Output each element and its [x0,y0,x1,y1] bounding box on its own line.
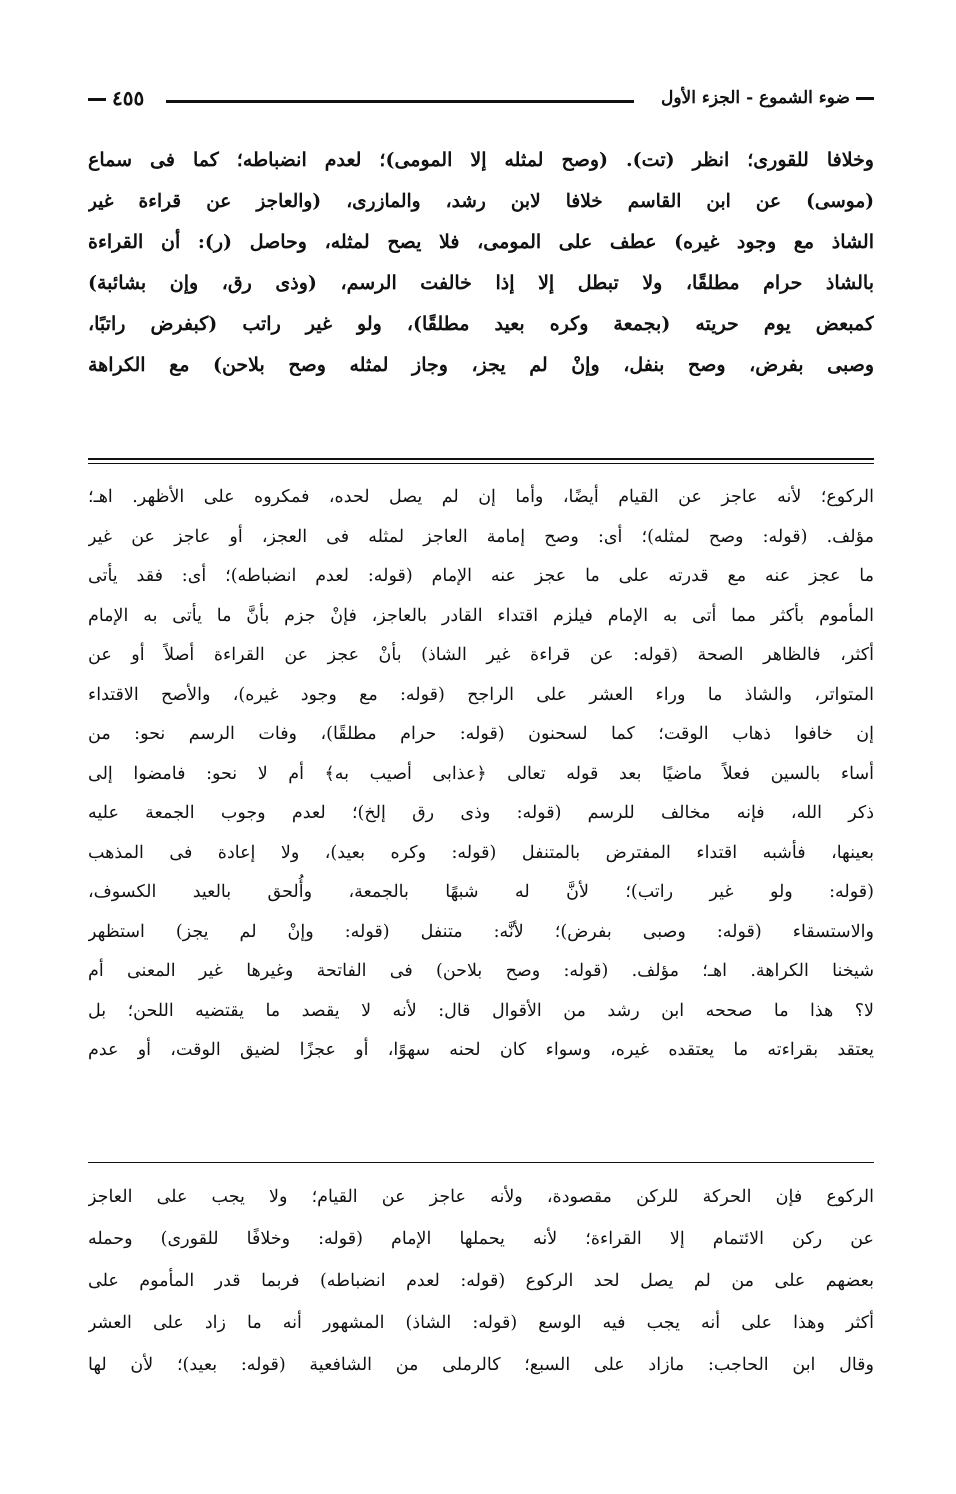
main-line: (موسى) عن ابن القاسم خلافا لابن رشد، والمازرى، (والعاجز عن قراءة غير [88,191,874,212]
commentary-line: يعتقد بقراءته ما يعتقده غيره، وسواء كان لحنه سهوًا، أو عجزًا لضيق الوقت، أو عدم [88,1040,874,1060]
running-header [88,86,874,116]
commentary-separator [88,1162,874,1163]
commentary-line: المأموم بأكثر مما أتى به الإمام فيلزم اقتداء القادر بالعاجز، فإنْ جزم بأنَّ ما يأتى به الإمام [88,605,874,626]
main-line: بالشاذ حرام مطلقًا، ولا تبطل إلا إذا خالفت الرسم، (وذى رق، وإن بشائبة) [88,272,874,294]
commentary-line: إن خافوا ذهاب الوقت؛ كما لسحنون (قوله: حرام مطلقًا)، وفات الرسم نحو: من [88,724,874,744]
header-rule [166,100,634,103]
commentary-line: مؤلف. (قوله: وصح لمثله)؛ أى: وصح إمامة العاجز لمثله فى العجز، أو عاجز عن غير [88,526,874,547]
separator-thick-line [88,458,874,460]
commentary-line: الركوع فإن الحركة للركن مقصودة، ولأنه عاجز عن القيام؛ ولا يجب على العاجز [88,1187,874,1207]
page-number-dash [88,98,106,101]
main-text-separator [88,458,874,466]
separator-thin-line [88,463,874,464]
commentary-first [88,478,874,1071]
commentary-line: والاستسقاء (قوله: وصبى بفرض)؛ لأنَّه: متنفل (قوله: وإنْ لم يجز) استظهر [88,921,874,942]
header-dash [856,97,874,100]
commentary-second [88,1176,874,1386]
commentary-line: المتواتر، والشاذ ما وراء العشر على الراجح (قوله: مع وجود غيره)، والأصح الاقتداء [88,684,874,705]
commentary-line: عن ركن الائتمام إلا القراءة؛ لأنه يحملها الإمام (قوله: وخلافًا للقورى) وحمله [88,1229,874,1249]
main-line: وصبى بفرض، وصح بنفل، وإنْ لم يجز، وجاز لمثله وصح بلاحن) مع الكراهة [88,354,874,376]
commentary-line: أكثر وهذا على أنه يجب فيه الوسع (قوله: الشاذ) المشهور أنه ما زاد على العشر [88,1313,874,1333]
main-line: وخلافا للقورى؛ انظر (تت). (وصح لمثله إلا المومى)؛ لعدم انضباطه؛ كما فى سماع [88,149,874,171]
commentary-line: لا؟ هذا ما صححه ابن رشد من الأقوال قال: لأنه لا يقصد ما يقتضيه اللحن؛ بل [88,1000,874,1021]
book-title: ضوء الشموع - الجزء الأول [661,88,850,108]
commentary-line: شيخنا الكراهة. اهـ؛ مؤلف. (قوله: وصح بلاحن) فى الفاتحة وغيرها غير المعنى أم [88,961,874,981]
main-line: كمبعض يوم حريته (بجمعة وكره بعيد مطلقًا)، ولو غير راتب (كبفرض راتبًا، [88,313,874,335]
commentary-line: (قوله: ولو غير راتب)؛ لأنَّ له شبهًا بالجمعة، وأُلحق بالعيد الكسوف، [88,882,874,902]
commentary-line: وقال ابن الحاجب: مازاد على السبع؛ كالرملى من الشافعية (قوله: بعيد)؛ لأن لها [88,1355,874,1375]
commentary-line: أساء بالسين فعلاً ماضيًا بعد قوله تعالى ﴿عذابى أصيب به﴾ أم لا نحو: فامضوا إلى [88,763,874,784]
commentary-line: بعضهم على من لم يصل لحد الركوع (قوله: لعدم انضباطه) فربما قدر المأموم على [88,1271,874,1291]
running-title [653,88,874,108]
page-number-wrap [88,86,144,110]
commentary-line: أكثر، فالظاهر الصحة (قوله: عن قراءة غير الشاذ) بأنْ عجز عن القراءة أصلاً أو عن [88,645,874,665]
page-number: ٤٥٥ [112,86,145,110]
commentary-line: ذكر الله، فإنه مخالف للرسم (قوله: وذى رق إلخ)؛ لعدم وجوب الجمعة عليه [88,803,874,823]
main-text [88,140,874,386]
commentary-line: ما عجز عنه مع قدرته على ما عجز عنه الإمام (قوله: لعدم انضباطه)؛ أى: فقد يأتى [88,566,874,586]
main-line: الشاذ مع وجود غيره) عطف على المومى، فلا يصح لمثله، وحاصل (ر): أن القراءة [88,231,874,253]
commentary-line: بعينها، فأشبه اقتداء المفترض بالمتنفل (قوله: وكره بعيد)، ولا إعادة فى المذهب [88,842,874,863]
commentary-line: الركوع؛ لأنه عاجز عن القيام أيضًا، وأما إن لم يصل لحده، فمكروه على الأظهر. اهـ؛ [88,487,874,507]
